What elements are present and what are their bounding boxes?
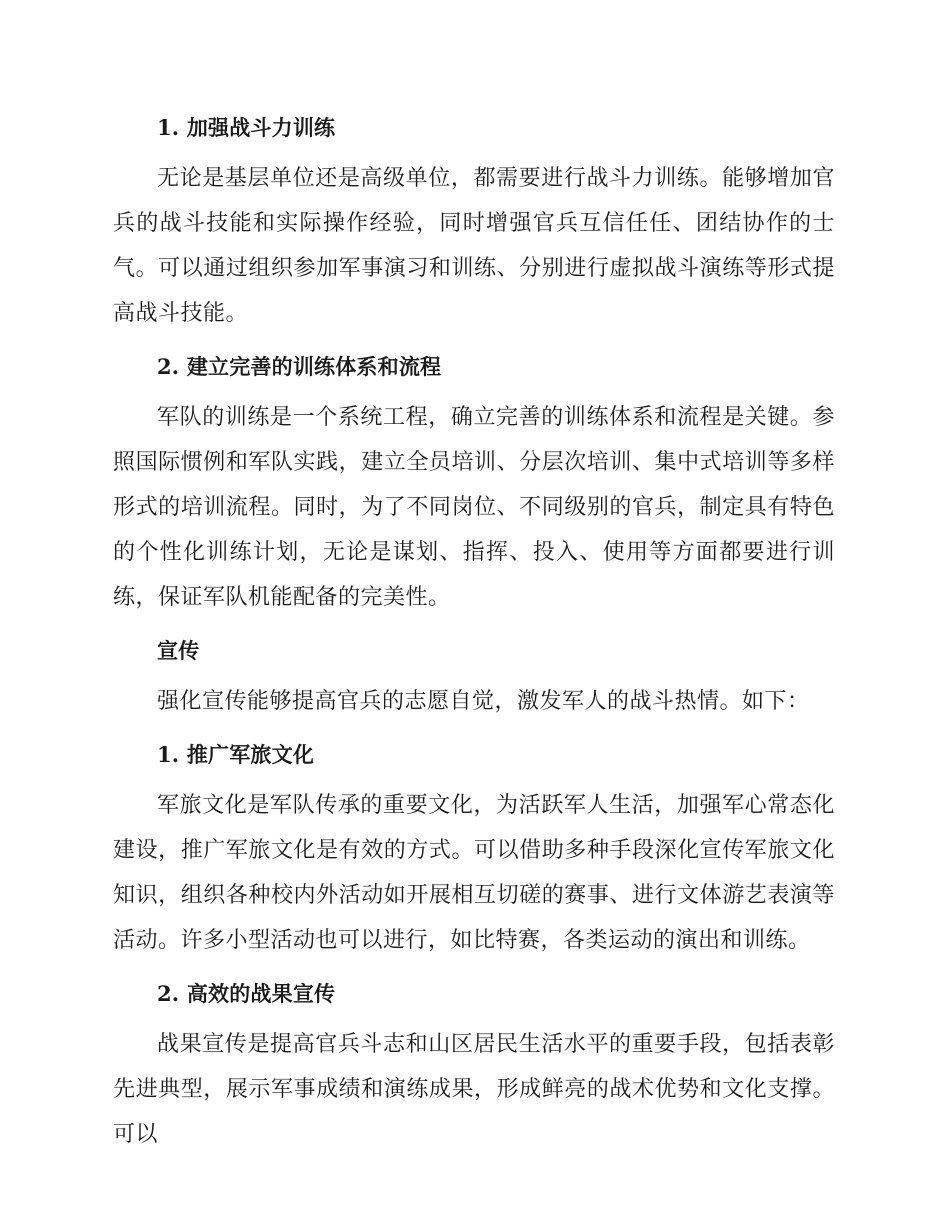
section-heading-combat-training: 1. 加强战斗力训练: [157, 115, 336, 140]
section-heading-achievement-publicity: 2. 高效的战果宣传: [157, 981, 336, 1006]
paragraph-combat-training: 无论是基层单位还是高级单位，都需要进行战斗力训练。能够增加官兵的战斗技能和实际操作经验，同时增强官兵互信任任、团结协作的士气。可以通过组织参加军事演习和训练、分别进行虚拟战斗演练等形式提高战斗技能。: [113, 166, 835, 326]
paragraph-military-culture: 军旅文化是军队传承的重要文化，为活跃军人生活，加强军心常态化建设，推广军旅文化是有效的方式。可以借助多种手段深化宣传军旅文化知识，组织各种校内外活动如开展相互切磋的赛事、进行文体游艺表演等活动。许多小型活动也可以进行，如比特赛，各类运动的演出和训练。: [113, 793, 835, 953]
paragraph-publicity-intro: 强化宣传能够提高官兵的志愿自觉，激发军人的战斗热情。如下：: [157, 689, 810, 714]
section-heading-military-culture: 1. 推广军旅文化: [157, 742, 315, 767]
section-heading-publicity: 宣传: [157, 638, 200, 663]
document-body: [113, 108, 835, 1168]
section-heading-training-system: 2. 建立完善的训练体系和流程: [157, 354, 442, 379]
paragraph-achievement-publicity: 战果宣传是提高官兵斗志和山区居民生活水平的重要手段，包括表彰先进典型，展示军事成绩和演练成果，形成鲜亮的战术优势和文化支撑。可以: [113, 1032, 835, 1147]
paragraph-training-system: 军队的训练是一个系统工程，确立完善的训练体系和流程是关键。参照国际惯例和军队实践，建立全员培训、分层次培训、集中式培训等多样形式的培训流程。同时，为了不同岗位、不同级别的官兵，制定具有特色的个性化训练计划，无论是谋划、指挥、投入、使用等方面都要进行训练，保证军队机能配备的完美性。: [113, 405, 835, 610]
